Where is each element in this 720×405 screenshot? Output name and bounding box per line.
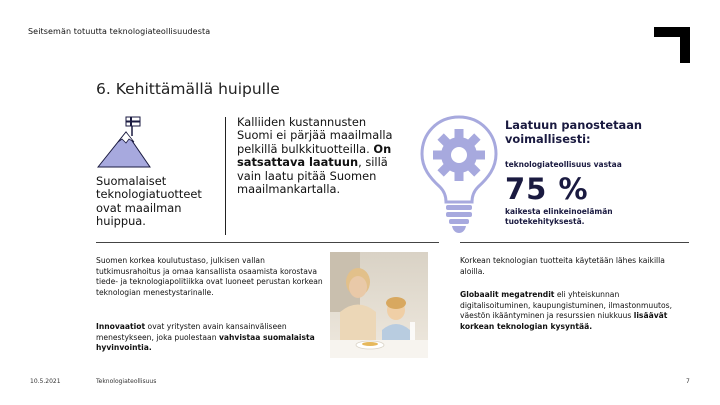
stats-big-number: 75 %: [505, 172, 589, 206]
mountain-flag-icon: [96, 112, 152, 170]
divider-right: [460, 242, 689, 243]
bottom-left-bold1: Innovaatiot: [96, 322, 146, 331]
stats-note: kaikesta elinkeinoelämän tuotekehityksestä.: [505, 207, 613, 226]
corner-logo-icon: [654, 27, 690, 63]
column2-text: [237, 116, 402, 196]
bottom-left-text: ovat yritysten avain kansainväliseen menestykseen, joka puolestaan: [96, 322, 287, 342]
bottom-left-paragraph2: [96, 322, 324, 354]
family-photo: [330, 252, 428, 358]
bottom-right-text: eli yhteiskunnan digitalisoituminen, kaupungistuminen, ilmastonmuutos, väestön ikääntyminen ja resurssien niukkuus: [460, 290, 673, 321]
bottom-left-bold2: vahvistaa suomalaista hyvinvointia.: [96, 332, 315, 353]
column2-text-a: Kalliiden kustannusten Suomi ei pärjää maailmalla pelkillä bulkkituotteilla.: [237, 115, 393, 156]
stats-subheading: teknologiateollisuus vastaa: [505, 160, 622, 169]
column2-bold: On satsattava laatuun: [237, 141, 392, 170]
slide-title: 6. Kehittämällä huipulle: [96, 80, 280, 98]
bottom-right-paragraph1: Korkean teknologian tuotteita käytetään lähes kaikilla aloilla.: [460, 256, 665, 276]
stats-heading: Laatuun panostetaan voimallisesti:: [505, 118, 643, 146]
footer-page-number: 7: [686, 378, 690, 385]
lightbulb-gear-icon: [418, 113, 500, 235]
column1-text: Suomalaiset teknologiatuotteet ovat maailman huippua.: [96, 174, 202, 229]
bottom-left-paragraph1: Suomen korkea koulutustaso, julkisen vallan tutkimusrahoitus ja omaa kansallista osaamista korostava tiede- ja teknologiapolitiikka ovat luoneet perustan korkean teknologian menestystarinalle.: [96, 256, 323, 297]
bottom-right-bold1: Globaalit megatrendit: [460, 290, 555, 299]
header-title: Seitsemän totuutta teknologiateollisuudesta: [28, 27, 211, 36]
bottom-right-paragraph2: [460, 290, 685, 332]
divider-left: [96, 242, 439, 243]
footer-date: 10.5.2021: [30, 378, 61, 385]
column2-text-b: , sillä vain laatu pitää Suomen maailmankartalla.: [237, 155, 388, 197]
column-divider: [225, 117, 226, 235]
bottom-right-bold2: lisäävät korkean teknologian kysyntää.: [460, 311, 668, 331]
footer-organization: Teknologiateollisuus: [96, 378, 157, 385]
